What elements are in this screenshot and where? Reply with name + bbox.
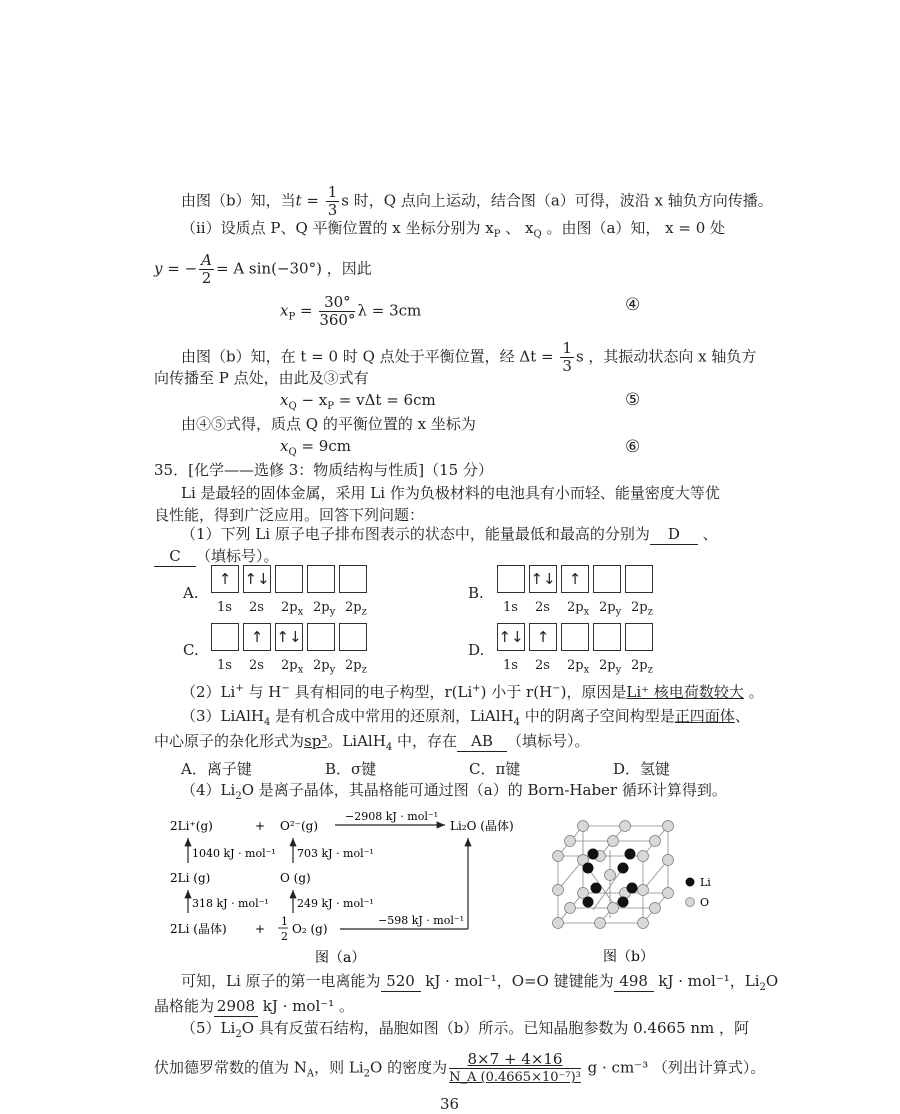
crystal-structure [548, 818, 728, 968]
orbital-box [497, 565, 525, 593]
orbital-label: $2p_y$ [313, 658, 336, 676]
cycle-o2: O₂ (g) [292, 922, 328, 936]
orbital-label: $2p_x$ [567, 600, 590, 618]
orbital-label: $2p_y$ [313, 600, 336, 618]
orbital-box: ↑↓ [497, 623, 525, 651]
equation-6: $x_Q = 9cm$ [280, 437, 351, 458]
cycle-o-ion: O²⁻(g) [280, 819, 319, 833]
equation-5-mark: ⑤ [625, 390, 641, 410]
orbital-label: $2p_z$ [345, 658, 367, 676]
question-3-cont: 中心原子的杂化形式为sp³。LiAlH$_4$ 中，存在 AB （填标号）。 [154, 732, 590, 753]
orbital-label: $2p_z$ [631, 600, 653, 618]
legend-li-swatch [686, 878, 695, 887]
orbital-box [275, 565, 303, 593]
wave-line-5: 向传播至 P 点处，由此及③式有 [154, 369, 369, 387]
cycle-ea-value: 703 kJ · mol⁻¹ [297, 847, 374, 860]
orbital-box: ↑ [211, 565, 239, 593]
orbital-label: $2p_z$ [631, 658, 653, 676]
orbital-box: ↑↓ [529, 565, 557, 593]
orbital-box [561, 623, 589, 651]
equation-4-mark: ④ [625, 295, 641, 315]
orbital-label: $2p_y$ [599, 658, 622, 676]
orbital-label: $2p_x$ [281, 658, 304, 676]
wave-line-1: 由图（b）知，当t = $\frac{1}{3}$ s 时，Q 点向上运动，结合图（a）可得，波沿 x 轴负方向传播。 [181, 183, 773, 219]
orbital-label: 1s [217, 600, 232, 615]
question-3-options: A．离子键 B．σ键 C．π键 D．氢键 [181, 760, 671, 778]
orbital-box [593, 565, 621, 593]
question-4-answer-cont: 晶格能为 2908 kJ · mol⁻¹ 。 [154, 997, 354, 1015]
question-5-cont: 伏加德罗常数的值为 $N_A$，则 $Li_2O$ 的密度为 $\frac{8\times 7 + 4\times 16}{\text{N\_A (0.4665×10⁻⁷)³}}$ g · cm⁻³ （列出计算式）。 [154, 1050, 766, 1085]
orbital-box [211, 623, 239, 651]
cycle-half-den: 2 [281, 930, 288, 943]
orbital-label: $2p_x$ [567, 658, 590, 676]
orbital-box [339, 623, 367, 651]
chem-intro-1: Li 是最轻的固体金属，采用 Li 作为负极材料的电池具有小而轻、能量密度大等优 [181, 484, 720, 502]
orbital-label: 1s [217, 658, 232, 673]
option-a-label: A. [183, 584, 199, 602]
wave-line-2: （ii）设质点 P、Q 平衡位置的 x 坐标分别为 $x_P$ 、 $x_Q$ 。由图（a）知， x = 0 处 [181, 219, 726, 240]
chem-intro-2: 良性能，得到广泛应用。回答下列问题： [154, 506, 425, 524]
orbital-box [307, 623, 335, 651]
legend-o-swatch [686, 898, 695, 907]
legend-o-label: O [700, 896, 710, 909]
orbital-label: $2p_x$ [281, 600, 304, 618]
cycle-li2o: Li₂O (晶体) [450, 819, 514, 833]
cycle-ie-value: 1040 kJ · mol⁻¹ [192, 847, 276, 860]
orbital-label: $2p_y$ [599, 600, 622, 618]
question-4-answer: 可知，Li 原子的第一电离能为 520 kJ · mol⁻¹，O=O 键键能为 498 kJ · mol⁻¹，$Li_2O$ [181, 972, 779, 993]
orbital-label: 1s [503, 600, 518, 615]
orbital-label: 2s [535, 658, 550, 673]
orbital-box: ↑ [561, 565, 589, 593]
cycle-half-num: 1 [281, 915, 288, 928]
wave-line-6: 由④⑤式得，质点 Q 的平衡位置的 x 坐标为 [181, 415, 476, 433]
wave-line-3: y = − $\frac{A}{2}$ = A sin(−30°) ，因此 [154, 251, 372, 287]
orbital-box [625, 623, 653, 651]
crystal-caption: 图（b） [603, 949, 654, 965]
orbital-box: ↑↓ [275, 623, 303, 651]
chem-heading: 35．[化学——选修 3：物质结构与性质]（15 分） [154, 461, 493, 479]
page-number: 36 [440, 1095, 460, 1113]
orbital-box [307, 565, 335, 593]
cycle-bond-value: 249 kJ · mol⁻¹ [297, 897, 374, 910]
cycle-caption: 图（a） [315, 950, 366, 966]
cycle-sub-value: 318 kJ · mol⁻¹ [192, 897, 269, 910]
question-5: $(5)Li_2O$ 具有反萤石结构，晶胞如图（b）所示。已知晶胞参数为 0.4665 nm ，阿 [181, 1019, 750, 1040]
cycle-li-ion: 2Li⁺(g) [170, 819, 213, 833]
legend-li-label: Li [700, 876, 711, 889]
cycle-li-solid: 2Li (晶体) [170, 922, 227, 936]
question-1: （1）下列 Li 原子电子排布图表示的状态中，能量最低和最高的分别为 D 、 [181, 525, 718, 543]
equation-6-mark: ⑥ [625, 437, 641, 457]
orbital-label: 1s [503, 658, 518, 673]
equation-5: $x_Q - x_P = v\Delta t = 6cm$ [280, 391, 436, 412]
orbital-label: 2s [249, 658, 264, 673]
orbital-label: $2p_z$ [345, 600, 367, 618]
cycle-lattice-energy: −2908 kJ · mol⁻¹ [345, 810, 439, 823]
orbital-box: ↑↓ [243, 565, 271, 593]
option-b-label: B. [468, 584, 484, 602]
orbital-box [625, 565, 653, 593]
orbital-label: 2s [535, 600, 550, 615]
orbital-label: 2s [249, 600, 264, 615]
cycle-plus-2: + [255, 922, 266, 936]
option-c-label: C. [183, 641, 199, 659]
cycle-plus: + [255, 819, 266, 833]
orbital-box [593, 623, 621, 651]
orbital-box [339, 565, 367, 593]
option-d-label: D. [468, 641, 485, 659]
orbital-box: ↑ [243, 623, 271, 651]
born-haber-cycle [160, 805, 540, 970]
question-4: $(4)Li_2O$ 是离子晶体，其晶格能可通过图（a）的 Born-Haber 循环计算得到。 [181, 781, 727, 802]
cycle-li-gas: 2Li (g) [170, 871, 211, 885]
orbital-box: ↑ [529, 623, 557, 651]
question-1-cont: C （填标号）。 [154, 546, 279, 567]
cycle-o-gas: O (g) [280, 871, 311, 885]
question-3: （3）LiAlH$_4$ 是有机合成中常用的还原剂，LiAlH$_4$ 中的阴离子空间构型是正四面体、 [181, 707, 750, 728]
equation-4: $x_P$ = $\frac{30^\circ}{360^\circ}$ λ = 3cm [280, 293, 422, 329]
question-2: （2）Li+ 与 H− 具有相同的电子构型，r(Li+) 小于 r(H−)，原因是Li⁺ 核电荷数较大 。 [181, 683, 764, 701]
wave-line-4: 由图（b）知，在 t = 0 时 Q 点处于平衡位置，经 Δt = $\frac{1}{3}$ s ，其振动状态向 x 轴负方 [181, 339, 757, 375]
cycle-formation-value: −598 kJ · mol⁻¹ [378, 914, 465, 927]
